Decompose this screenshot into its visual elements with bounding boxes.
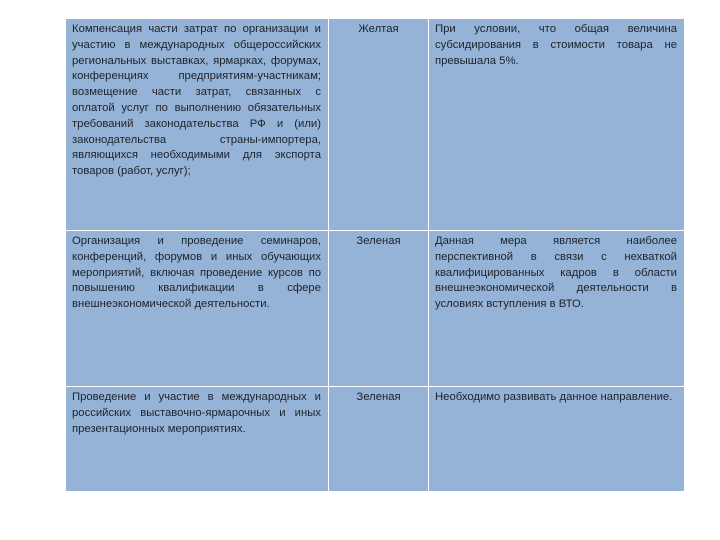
table-row (66, 387, 685, 492)
comment-cell: При условии, что общая величина субсидирования в стоимости товара не превышала 5%. (429, 19, 685, 231)
table-row (66, 231, 685, 387)
measure-cell: Организация и проведение семинаров, конференций, форумов и иных обучающих мероприятий, включая проведение курсов по повышению квалификации в сфере внешнеэкономической деятельности. (66, 231, 329, 387)
status-cell: Зеленая (329, 231, 429, 387)
table-row (66, 19, 685, 231)
status-cell: Желтая (329, 19, 429, 231)
measure-cell: Компенсация части затрат по организации и участию в международных общероссийских региональных выставках, ярмарках, форумах, конференциях предприятиям-участникам; возмещение части затрат, связанных с оплатой услуг по выполнению обязательных требований законодательства РФ и (или) законодательства страны-импортера, являющихся необходимыми для экспорта товаров (работ, услуг); (66, 19, 329, 231)
status-cell: Зеленая (329, 387, 429, 492)
measures-table (65, 18, 685, 492)
comment-cell: Необходимо развивать данное направление. (429, 387, 685, 492)
measure-cell: Проведение и участие в международных и российских выставочно-ярмарочных и иных презентационных мероприятиях. (66, 387, 329, 492)
comment-cell: Данная мера является наиболее перспективной в связи с нехваткой квалифицированных кадров в области внешнеэкономической деятельности в условиях вступления в ВТО. (429, 231, 685, 387)
